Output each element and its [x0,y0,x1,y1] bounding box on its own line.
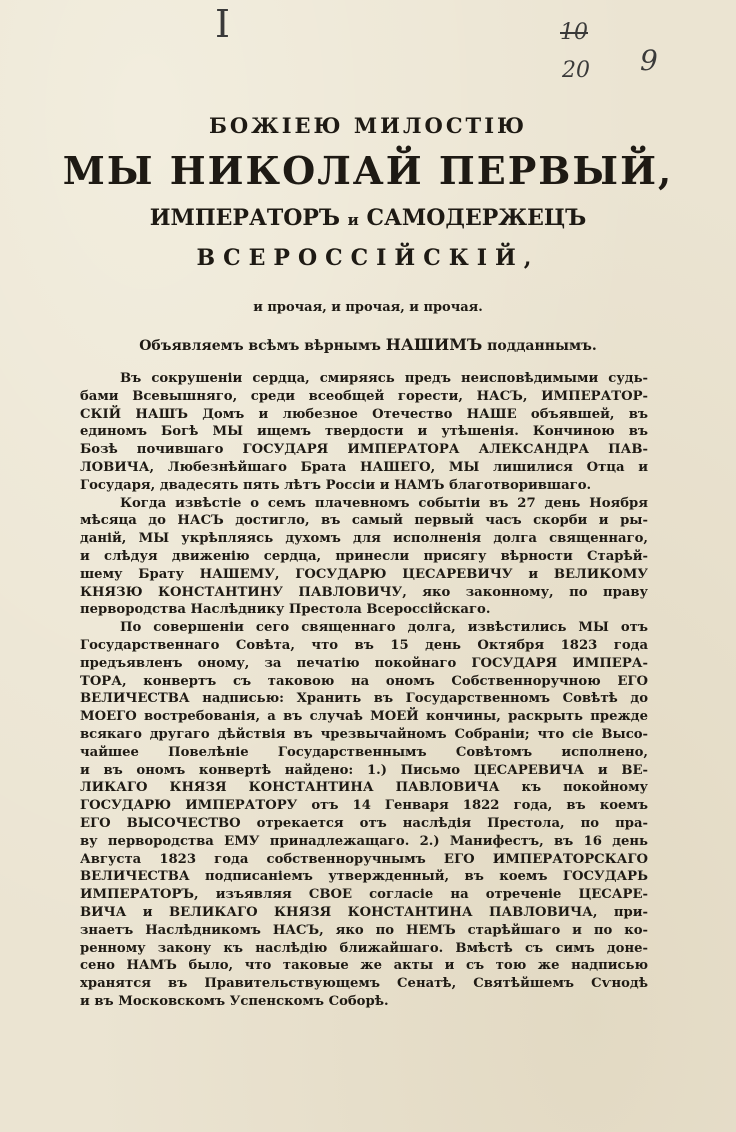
body-line: ВЕЛИЧЕСТВА надписью: Хранить въ Государственномъ Совѣтѣ до [80,691,648,707]
heading-title [0,205,736,231]
body-line: ИМПЕРАТОРЪ, изъявляя СВОЕ согласіе на отреченіе ЦЕСАРЕ- [80,887,648,903]
body-line: ЛИКАГО КНЯЗЯ КОНСТАНТИНА ПАВЛОВИЧА къ покойному [80,780,648,796]
body-line: знаетъ Наслѣдникомъ НАСЪ, яко по НЕМЪ старѣйшаго и по ко- [80,922,648,938]
body-line: первородства Наслѣднику Престола Всероссійскаго. [80,602,491,618]
body-line: МОЕГО востребованія, а въ случаѣ МОЕЙ кончины, раскрыть прежде [80,709,648,725]
announce-post: подданнымъ. [487,338,597,354]
title-autocrat: САМОДЕРЖЕЦЪ [366,205,587,231]
body-line: ЛОВИЧА, Любезнѣйшаго Брата НАШЕГО, МЫ лишилися Отца и [80,459,648,475]
body-line: Государя, двадесять пять лѣтъ Россіи и НАМЪ благотворившаго. [80,477,592,493]
body-line: чайшее Повелѣніе Государственнымъ Совѣтомъ исполнено, [80,744,648,760]
body-line: даній, МЫ укрѣпляясь духомъ для исполненія долга священнаго, [80,531,648,547]
body-line: Бозѣ почившаго ГОСУДАРЯ ИМПЕРАТОРА АЛЕКСАНДРА ПАВ- [80,442,648,458]
body-line: Августа 1823 года собственноручнымъ ЕГО ИМПЕРАТОРСКАГО [80,851,648,867]
title-and: и [347,211,359,229]
body-line: бами Всевышняго, среди всеобщей горести, НАСЪ, ИМПЕРАТОР- [80,388,648,404]
handwritten-roman-numeral: I [215,2,231,46]
body-line: СКІЙ НАШЪ Домъ и любезное Отечество НАШЕ объявшей, въ [80,406,648,422]
handwritten-crossed-number: 10 [560,20,588,45]
body-line: ЕГО ВЫСОЧЕСТВО отрекается отъ наслѣдія Престола, по пра- [80,815,648,831]
handwritten-number-9: 9 [640,44,658,77]
body-line: предъявленъ оному, за печатію покойнаго ГОСУДАРЯ ИМПЕРА- [80,655,648,671]
body-line: хранятся въ Правительствующемъ Сенатѣ, Святѣйшемъ Сѵнодѣ [80,976,648,992]
body-line: ТОРА, конвертъ съ таковою на ономъ Собственноручною ЕГО [80,673,648,689]
manifesto-body [80,370,648,1011]
body-line: Когда извѣстіе о семъ плачевномъ событіи въ 27 день Ноября [120,495,648,511]
body-line: Государственнаго Совѣта, что въ 15 день Октября 1823 года [80,637,648,653]
body-line: ренному закону къ наслѣдію ближайшаго. Вмѣстѣ съ симъ доне- [80,940,648,956]
body-line: ВЕЛИЧЕСТВА подписаніемъ утвержденный, въ коемъ ГОСУДАРЬ [80,869,648,885]
body-line: По совершеніи сего священнаго долга, извѣстились МЫ отъ [120,620,648,636]
body-line: сено НАМЪ было, что таковые же акты и съ тою же надписью [80,958,648,974]
handwritten-number-20: 20 [562,58,590,83]
body-line: и слѣдуя движенію сердца, принесли присягу вѣрности Старѣй- [80,548,648,564]
announce-pre: Объявляемъ всѣмъ вѣрнымъ [139,338,381,354]
body-line: всякаго другаго дѣйствія въ чрезвычайномъ Собраніи; что сіе Высо- [80,726,648,742]
heading-by-grace: БОЖІЕЮ МИЛОСТІЮ [208,113,528,138]
announce-caps: НАШИМЪ [385,335,483,354]
body-line: ву первородства ЕМУ принадлежащаго. 2.) Манифестъ, въ 16 день [80,833,648,849]
body-line: единомъ Богѣ МЫ ищемъ твердости и утѣшенія. Кончиною въ [80,424,648,440]
body-line: и въ ономъ конвертѣ найдено: 1.) Письмо ЦЕСАРЕВИЧА и ВЕ- [80,762,648,778]
body-line: мѣсяца до НАСЪ достигло, въ самый первый часъ скорби и ры- [80,513,648,529]
heading-emperor-name: МЫ НИКОЛАЙ ПЕРВЫЙ, [62,148,674,193]
title-emperor: ИМПЕРАТОРЪ [149,205,340,231]
heading-all-russian: ВСЕРОССІЙСКІЙ, [196,245,540,271]
body-line: ГОСУДАРЮ ИМПЕРАТОРУ отъ 14 Генваря 1822 года, въ коемъ [80,798,648,814]
body-line: ВИЧА и ВЕЛИКАГО КНЯЗЯ КОНСТАНТИНА ПАВЛОВИЧА, при- [80,904,648,920]
body-line: и въ Московскомъ Успенскомъ Соборѣ. [80,993,389,1009]
heading-announcement [0,335,736,354]
body-line: шему Брату НАШЕМУ, ГОСУДАРЮ ЦЕСАРЕВИЧУ и ВЕЛИКОМУ [80,566,648,582]
body-line: Въ сокрушеніи сердца, смиряясь предъ неисповѣдимыми судь- [120,371,648,386]
heading-etc: и прочая, и прочая, и прочая. [253,300,483,315]
body-line: КНЯЗЮ КОНСТАНТИНУ ПАВЛОВИЧУ, яко законному, по праву [80,584,648,600]
